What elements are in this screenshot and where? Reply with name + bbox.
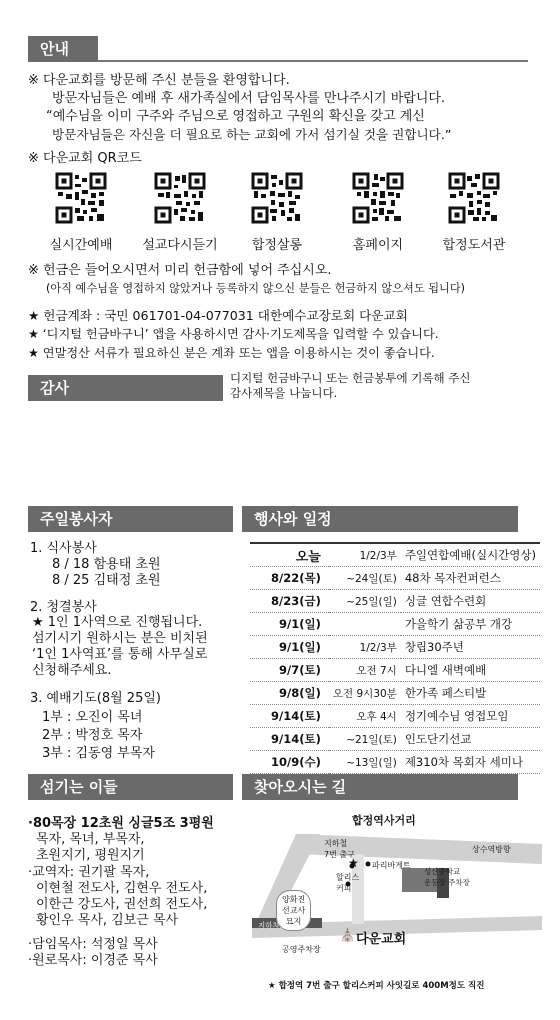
church-icon: ⛪ bbox=[340, 928, 355, 942]
schedule-event: 한가족 페스티발 bbox=[401, 682, 540, 705]
table-row bbox=[250, 728, 540, 751]
notice-header-line bbox=[98, 60, 528, 62]
volunteer-line: 1부 : 오진이 목녀 bbox=[42, 710, 143, 725]
schedule-event: 싱글 연합수련회 bbox=[401, 590, 540, 613]
qr-label: 합정살롱 bbox=[251, 238, 303, 253]
notice-line-2: 방문자님들은 예배 후 새가족실에서 담임목사를 만나주시기 바랍니다. bbox=[52, 91, 446, 106]
qr-code-icon[interactable] bbox=[55, 172, 107, 224]
schedule-time: ~21일(토) bbox=[329, 728, 401, 751]
schedule-event: 다니엘 새벽예배 bbox=[401, 659, 540, 682]
location-map bbox=[252, 806, 542, 981]
map-label-subway: 지하차도 bbox=[258, 921, 287, 930]
map-label-intersection: 합정역사거리 bbox=[352, 814, 416, 827]
schedule-event: 주일연합예배(실시간영상) bbox=[401, 543, 540, 567]
star-icon: ★ bbox=[348, 856, 359, 870]
schedule-date: 9/14(토) bbox=[250, 705, 329, 728]
volunteer-line: 3부 : 김동영 부목자 bbox=[42, 746, 155, 761]
schedule-time: ~13일(일) bbox=[329, 751, 401, 774]
schedule-date: 9/1(일) bbox=[250, 613, 329, 636]
map-label-church: 다운교회 bbox=[356, 932, 407, 947]
schedule-time bbox=[329, 613, 401, 636]
volunteer-line: ‘1인 1사역표’를 통해 사무실로 bbox=[32, 647, 208, 662]
schedule-time: ~25일(일) bbox=[329, 590, 401, 613]
schedule-event: 인도단기선교 bbox=[401, 728, 540, 751]
servant-line: 목자, 목녀, 부목자, bbox=[36, 832, 145, 847]
star-line-3: ★ 연말정산 서류가 필요하신 분은 계좌 또는 앱을 이용하시는 것이 좋습니다. bbox=[28, 346, 435, 360]
servant-line: ·원로목사: 이경준 목사 bbox=[28, 953, 158, 968]
servant-line: ·담임목사: 석정일 목사 bbox=[28, 937, 158, 952]
servant-line: 이현철 전도사, 김현우 전도사, bbox=[36, 881, 208, 896]
schedule-date: 10/9(수) bbox=[250, 751, 329, 774]
notice-line-1: ※ 다운교회를 방문해 주신 분들을 환영합니다. bbox=[28, 73, 290, 88]
map-label-exit: 지하철 7번 출구 bbox=[324, 839, 355, 859]
qr-code-icon[interactable] bbox=[251, 172, 303, 224]
volunteer-line: 2. 청결봉사 bbox=[30, 600, 97, 615]
notice-header: 안내 bbox=[28, 36, 98, 62]
table-row bbox=[250, 659, 540, 682]
table-row bbox=[250, 590, 540, 613]
thanks-note-2: 감사제목을 나눕니다. bbox=[230, 386, 338, 400]
schedule-time: 1/2/3부 bbox=[329, 543, 401, 567]
map-label-seongsan: 성산중학교 운동장 주차장 bbox=[424, 867, 470, 887]
volunteer-line: 섬기시기 원하시는 분은 비치된 bbox=[32, 631, 208, 646]
servant-line: 초원지기, 평원지기 bbox=[36, 848, 145, 863]
offering-line-2: (아직 예수님을 영접하지 않았거나 등록하지 않으신 분들은 헌금하지 않으셔도 됩니다) bbox=[46, 282, 465, 295]
volunteer-line: 1. 식사봉사 bbox=[30, 541, 97, 556]
volunteer-line: ★ 1인 1사역으로 진행됩니다. bbox=[32, 615, 203, 630]
qr-label: 설교다시듣기 bbox=[142, 238, 218, 253]
volunteer-line: 8 / 25 김태정 초원 bbox=[52, 573, 161, 588]
schedule-time: 오후 4시 bbox=[329, 705, 401, 728]
volunteer-line: 신청해주세요. bbox=[32, 663, 112, 678]
directions-header: 찾아오시는 길 bbox=[242, 774, 518, 800]
map-label-paris: 파리바게트 bbox=[372, 861, 411, 870]
table-row bbox=[250, 682, 540, 705]
notice-line-3: “예수님을 이미 구주와 주님으로 영접하고 구원의 확신을 갖고 계신 bbox=[46, 109, 425, 124]
star-line-2: ★ ‘디지털 헌금바구니’ 앱을 사용하시면 감사·기도제목을 입력할 수 있습니다. bbox=[28, 327, 439, 341]
thanks-note-1: 디지털 헌금바구니 또는 헌금봉투에 기록해 주신 bbox=[230, 371, 471, 385]
volunteers-header: 주일봉사자 bbox=[28, 506, 233, 532]
schedule-header: 행사와 일정 bbox=[242, 506, 518, 532]
volunteer-line: 2부 : 박정호 목자 bbox=[42, 728, 143, 743]
schedule-time: 1/2/3부 bbox=[329, 636, 401, 659]
table-row bbox=[250, 543, 540, 567]
qr-code-icon[interactable] bbox=[154, 172, 206, 224]
offering-line-1: ※ 헌금은 들어오시면서 미리 헌금함에 넣어 주십시오. bbox=[28, 263, 332, 278]
map-label-parking: 공영주차장 bbox=[282, 945, 321, 954]
schedule-event: 가을학기 삶공부 개강 bbox=[401, 613, 540, 636]
table-row bbox=[250, 751, 540, 774]
servant-line: ·교역자: 권기팔 목자, bbox=[28, 865, 150, 880]
schedule-date: 9/1(일) bbox=[250, 636, 329, 659]
schedule-event: 48차 목자컨퍼런스 bbox=[401, 567, 540, 590]
schedule-event: 창립30주년 bbox=[401, 636, 540, 659]
table-row bbox=[250, 636, 540, 659]
volunteer-line: 3. 예배기도(8월 25일) bbox=[30, 691, 161, 706]
schedule-event: 제310차 목회자 세미나 bbox=[401, 751, 540, 774]
schedule-date: 9/7(토) bbox=[250, 659, 329, 682]
schedule-time: 오전 9시30분 bbox=[329, 682, 401, 705]
directions-caption: ★ 합정역 7번 출구 할리스커피 사잇길로 400M정도 직진 bbox=[268, 981, 485, 991]
table-row bbox=[250, 613, 540, 636]
map-label-sangsu: 상수역방향 bbox=[472, 845, 511, 854]
servant-line: 이한근 강도사, 권선희 전도사, bbox=[36, 897, 208, 912]
star-line-1: ★ 헌금계좌 : 국민 061701-04-077031 대한예수교장로회 다운교회 bbox=[28, 308, 408, 323]
map-label-yanghwajin: 양화진 선교사 묘지 bbox=[276, 890, 311, 931]
map-label-hollys: 할리스 커피 bbox=[336, 873, 360, 893]
qr-code-icon[interactable] bbox=[352, 172, 404, 224]
qr-code-icon[interactable] bbox=[448, 172, 500, 224]
servant-line: ·80목장 12초원 싱글5조 3평원 bbox=[28, 816, 214, 831]
schedule-table bbox=[250, 542, 540, 774]
schedule-date: 8/22(목) bbox=[250, 567, 329, 590]
qr-label: 합정도서관 bbox=[442, 238, 506, 253]
schedule-date: 9/8(일) bbox=[250, 682, 329, 705]
volunteer-line: 8 / 18 함용태 초원 bbox=[52, 557, 161, 572]
schedule-time: ~24일(토) bbox=[329, 567, 401, 590]
schedule-time: 오전 7시 bbox=[329, 659, 401, 682]
schedule-date: 9/14(토) bbox=[250, 728, 329, 751]
qr-label: 홈페이지 bbox=[352, 238, 404, 253]
servants-header: 섬기는 이들 bbox=[28, 774, 233, 800]
schedule-date: 8/23(금) bbox=[250, 590, 329, 613]
thanks-header: 감사 bbox=[28, 375, 223, 401]
notice-line-qr-title: ※ 다운교회 QR코드 bbox=[28, 151, 142, 166]
qr-label: 실시간예배 bbox=[49, 238, 113, 253]
schedule-date: 오늘 bbox=[250, 543, 329, 567]
notice-line-4: 방문자님들은 자신을 더 필요로 하는 교회에 가서 섬기실 것을 권합니다.” bbox=[52, 127, 452, 142]
table-row bbox=[250, 567, 540, 590]
table-row bbox=[250, 705, 540, 728]
schedule-event: 정기예수님 영접모임 bbox=[401, 705, 540, 728]
servant-line: 황인우 목사, 김보근 목사 bbox=[36, 913, 179, 928]
